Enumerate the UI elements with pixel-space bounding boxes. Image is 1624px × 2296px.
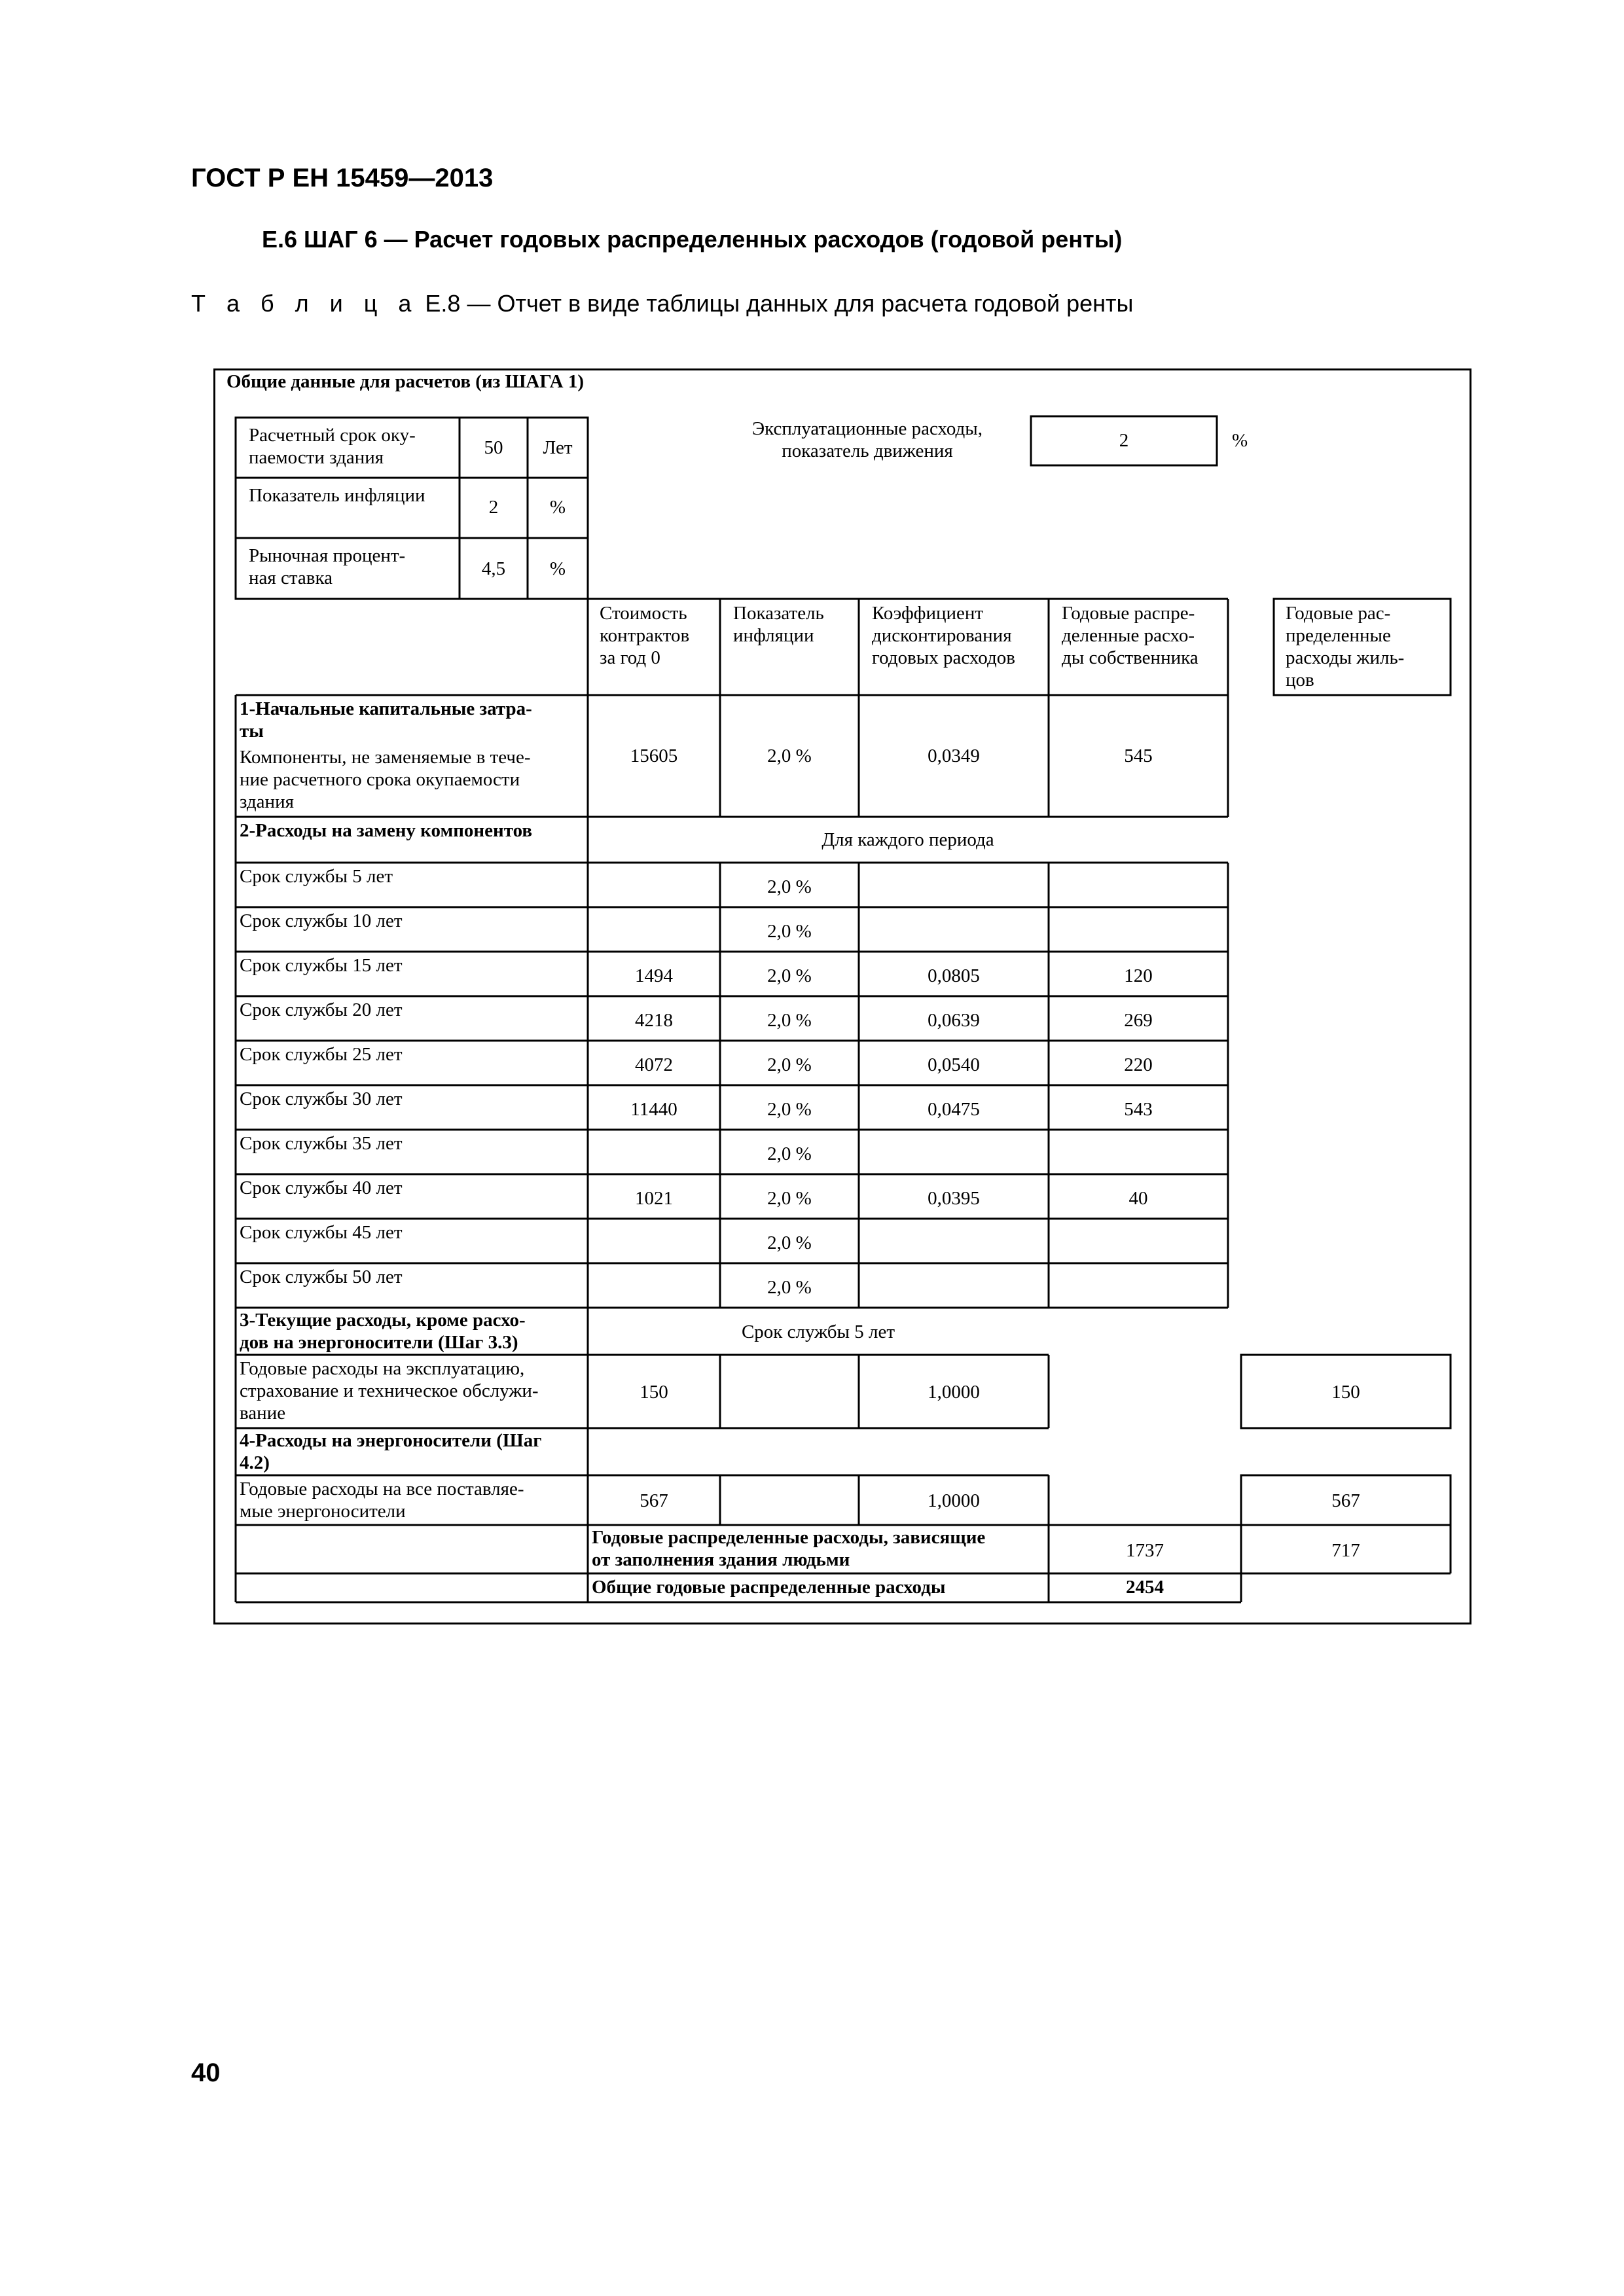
- document-header: ГОСТ Р ЕН 15459—2013: [191, 164, 494, 192]
- section2-row-label: Срок службы 10 лет: [240, 910, 403, 931]
- section2-title: 2-Расходы на замену компонентов: [240, 820, 533, 841]
- section2-row-cost: 1494: [635, 965, 673, 986]
- section2-row-label: Срок службы 25 лет: [240, 1044, 403, 1065]
- section4-row-label: Годовые расходы на все поставляе- мые энергоносители: [240, 1479, 524, 1522]
- section2-row-discount: 0,0540: [928, 1054, 980, 1075]
- section2-row-inflation: 2,0 %: [767, 965, 812, 986]
- period-value: 50: [484, 437, 503, 458]
- section2-row-inflation: 2,0 %: [767, 1143, 812, 1164]
- section2-row-cost: 11440: [630, 1099, 677, 1120]
- occupancy-tenant: 717: [1331, 1540, 1360, 1561]
- operating-unit: %: [1232, 430, 1248, 451]
- section1-cost: 15605: [630, 745, 678, 766]
- section2-row-inflation: 2,0 %: [767, 921, 812, 942]
- header-discount: Коэффициент дисконтирования годовых расходов: [872, 603, 1015, 668]
- header-cost: Стоимость контрактов за год 0: [600, 603, 690, 668]
- section2-row-label: Срок службы 30 лет: [240, 1088, 403, 1109]
- section3-discount: 1,0000: [928, 1382, 980, 1403]
- section2-row-inflation: 2,0 %: [767, 1188, 812, 1209]
- section1-discount: 0,0349: [928, 745, 980, 766]
- section2-row-inflation: 2,0 %: [767, 1232, 812, 1253]
- section2-note: Для каждого периода: [821, 829, 994, 850]
- table-caption-label: Т а б л и ц а: [191, 290, 419, 317]
- section2-row-owner: 220: [1124, 1054, 1153, 1075]
- section2-row-label: Срок службы 35 лет: [240, 1133, 403, 1154]
- section2-row-label: Срок службы 45 лет: [240, 1222, 403, 1243]
- section2-row-discount: 0,0805: [928, 965, 980, 986]
- occupancy-total-label: Годовые распределенные расходы, зависящие от заполнения здания людьми: [592, 1527, 986, 1570]
- page-number: 40: [191, 2058, 221, 2087]
- rate-unit: %: [549, 558, 566, 579]
- section3-note: Срок службы 5 лет: [741, 1321, 895, 1342]
- section2-row-label: Срок службы 5 лет: [240, 866, 393, 887]
- section2-row-label: Срок службы 50 лет: [240, 1266, 403, 1287]
- section2-row-inflation: 2,0 %: [767, 1010, 812, 1031]
- period-label: Расчетный срок оку- паемости здания: [249, 425, 416, 468]
- inflation-unit: %: [549, 497, 566, 518]
- inflation-value: 2: [488, 497, 499, 518]
- section2-row-inflation: 2,0 %: [767, 1099, 812, 1120]
- header-inflation: Показатель инфляции: [733, 603, 824, 646]
- section2-row-discount: 0,0475: [928, 1099, 980, 1120]
- operating-value: 2: [1119, 430, 1129, 451]
- inflation-label: Показатель инфляции: [249, 485, 425, 506]
- section2-row-label: Срок службы 15 лет: [240, 955, 403, 976]
- grand-total-label: Общие годовые распределенные расходы: [592, 1577, 946, 1598]
- section3-title: 3-Текущие расходы, кроме расхо- дов на энергоносители (Шаг 3.3): [240, 1310, 526, 1353]
- section1-owner: 545: [1124, 745, 1153, 766]
- section1-inflation: 2,0 %: [767, 745, 812, 766]
- section2-row-cost: 1021: [635, 1188, 673, 1209]
- section1-row-label: Компоненты, не заменяемые в тече- ние расчетного срока окупаемости здания: [240, 747, 531, 812]
- section4-title: 4-Расходы на энергоносители (Шаг 4.2): [240, 1430, 542, 1473]
- header-tenant: Годовые рас- пределенные расходы жиль- цов: [1286, 603, 1405, 691]
- section4-tenant: 567: [1331, 1490, 1360, 1511]
- section2-row-owner: 543: [1124, 1099, 1153, 1120]
- section2-row-discount: 0,0395: [928, 1188, 980, 1209]
- period-unit: Лет: [543, 437, 573, 458]
- section4-cost: 567: [640, 1490, 668, 1511]
- section2-row-cost: 4072: [635, 1054, 673, 1075]
- general-data-title: Общие данные для расчетов (из ШАГА 1): [226, 371, 585, 392]
- section2-row-discount: 0,0639: [928, 1010, 980, 1031]
- header-owner: Годовые распре- деленные расхо- ды собственника: [1062, 603, 1199, 668]
- section1-title: 1-Начальные капитальные затра- ты: [240, 698, 532, 742]
- rate-label: Рыночная процент- ная ставка: [249, 545, 406, 588]
- section2-row-owner: 269: [1124, 1010, 1153, 1031]
- section4-discount: 1,0000: [928, 1490, 980, 1511]
- section3-tenant: 150: [1331, 1382, 1360, 1403]
- occupancy-owner: 1737: [1126, 1540, 1164, 1561]
- section3-row-label: Годовые расходы на эксплуатацию, страхование и техническое обслужи- вание: [240, 1358, 539, 1424]
- section2-row-label: Срок службы 20 лет: [240, 999, 403, 1020]
- section2-row-label: Срок службы 40 лет: [240, 1177, 403, 1198]
- section2-row-owner: 120: [1124, 965, 1153, 986]
- grand-total-owner: 2454: [1126, 1577, 1164, 1598]
- section2-row-inflation: 2,0 %: [767, 1054, 812, 1075]
- rate-value: 4,5: [481, 558, 506, 579]
- section-heading: Е.6 ШАГ 6 — Расчет годовых распределенных расходов (годовой ренты): [262, 226, 1123, 253]
- section2-row-inflation: 2,0 %: [767, 876, 812, 897]
- table-caption-text: Е.8 — Отчет в виде таблицы данных для расчета годовой ренты: [425, 290, 1134, 317]
- section2-row-owner: 40: [1128, 1188, 1148, 1209]
- section2-row-cost: 4218: [635, 1010, 673, 1031]
- section3-cost: 150: [640, 1382, 668, 1403]
- operating-label: Эксплуатационные расходы, показатель движения: [751, 418, 983, 461]
- section2-row-inflation: 2,0 %: [767, 1277, 812, 1298]
